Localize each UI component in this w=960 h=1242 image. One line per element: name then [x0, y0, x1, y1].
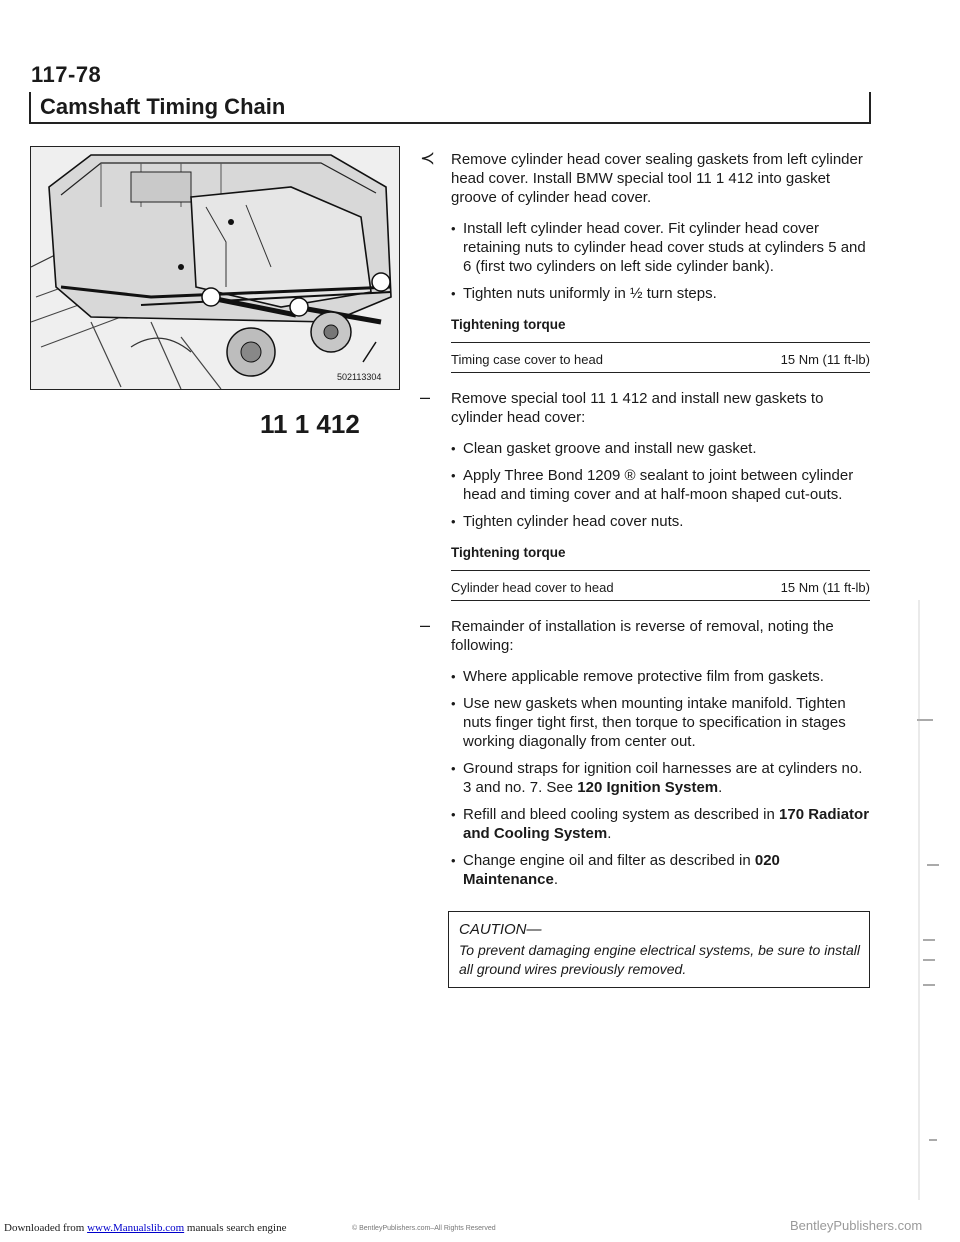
bullet-punct: .: [718, 779, 723, 796]
figure-id: 502113304: [337, 372, 382, 382]
caution-text: To prevent damaging engine electrical systems, be sure to install all ground wires previously removed.: [459, 942, 861, 977]
step-text: Remainder of installation is reverse of removal, noting the following:: [451, 618, 834, 654]
section-header: [29, 92, 871, 124]
torque-row: [451, 571, 870, 601]
bullet-item: • Apply Three Bond 1209 ® sealant to joint between cylinder head and timing cover and at half-moon shaped cut-outs.: [420, 466, 870, 504]
manualslib-link[interactable]: www.Manualslib.com: [87, 1222, 185, 1234]
torque-heading: Tightening torque: [451, 315, 870, 343]
download-prefix: Downloaded from: [4, 1222, 88, 1234]
torque-value: 15 Nm (11 ft-lb): [780, 352, 870, 367]
cross-reference: 120 Ignition System: [577, 779, 719, 796]
dash-marker-icon: –: [420, 387, 431, 407]
arrow-pointer-icon: ≺: [420, 148, 436, 168]
publisher-watermark: BentleyPublishers.com: [790, 1218, 923, 1233]
caution-box: [448, 911, 870, 988]
caution-title: CAUTION—: [459, 921, 542, 938]
title-bar-divider: [869, 92, 871, 122]
engine-illustration: [30, 146, 400, 439]
download-suffix: manuals search engine: [184, 1222, 287, 1234]
step-install-gaskets: [420, 389, 870, 427]
torque-heading: Tightening torque: [451, 543, 870, 571]
bullet-text: Change engine oil and filter as described in: [463, 852, 755, 869]
bullet-text: Ground straps for ignition coil harnesses are at cylinders no. 3 and no. 7. See: [463, 760, 863, 796]
bullet-item: • Install left cylinder head cover. Fit cylinder head cover retaining nuts to cylinder head cover studs at cylinders 5 and 6 (first two cylinders on left side cylinder bank).: [420, 219, 870, 276]
step-text: Remove cylinder head cover sealing gaskets from left cylinder head cover. Install BMW special tool 11 1 412 into gasket groove of cylinder head cover.: [451, 151, 863, 206]
bullet-item: • Tighten cylinder head cover nuts.: [420, 512, 870, 531]
torque-spec-table: [451, 315, 870, 373]
cylinder-head-cover-drawing: [31, 147, 399, 389]
download-footer: [4, 1222, 286, 1234]
dash-marker-icon: –: [420, 615, 431, 635]
torque-row: [451, 343, 870, 373]
bullet-item: • Clean gasket groove and install new gasket.: [420, 439, 870, 458]
torque-spec-table: [451, 543, 870, 601]
bullet-item: • Use new gaskets when mounting intake manifold. Tighten nuts finger tight first, then torque to specification in stages working diagonally from center out.: [420, 694, 870, 751]
margin-scan-marks: [905, 0, 945, 1242]
bullet-item: [420, 759, 870, 797]
bullet-item: [420, 805, 870, 843]
special-tool-label: 11 1 412: [260, 409, 360, 439]
step-remainder: [420, 617, 870, 655]
bullet-item: • Tighten nuts uniformly in ½ turn steps.: [420, 284, 870, 303]
bullet-punct: .: [607, 825, 612, 842]
cross-reference: 020 Maintenance: [463, 852, 780, 888]
bullet-text: Refill and bleed cooling system as described in: [463, 806, 780, 823]
section-title: Camshaft Timing Chain: [40, 94, 286, 119]
bullet-item: • Where applicable remove protective film from gaskets.: [420, 667, 870, 686]
page-number: 117-78: [31, 62, 102, 87]
bullet-item: [420, 851, 870, 889]
torque-label: Timing case cover to head: [451, 352, 603, 367]
torque-label: Cylinder head cover to head: [451, 580, 614, 595]
copyright-notice: © BentleyPublishers.com–All Rights Reserved: [352, 1225, 496, 1232]
procedure-content: [420, 150, 870, 988]
step-text: Remove special tool 11 1 412 and install new gaskets to cylinder head cover:: [451, 390, 824, 426]
bullet-punct: .: [553, 871, 559, 888]
cross-reference: 170 Radiator and Cooling System: [463, 806, 870, 842]
step-remove-gaskets: [420, 150, 870, 207]
torque-value: 15 Nm (11 ft-lb): [780, 580, 870, 595]
